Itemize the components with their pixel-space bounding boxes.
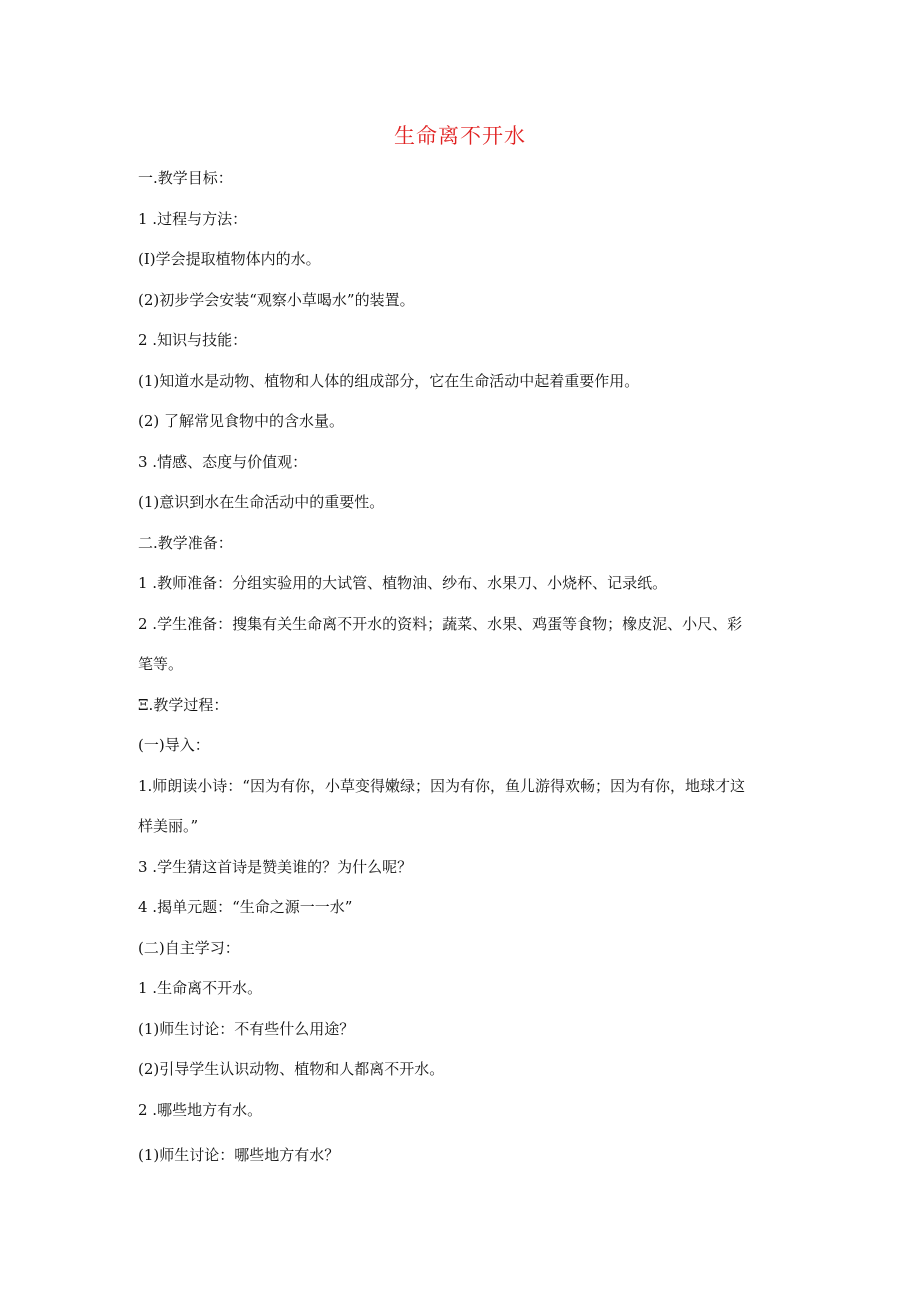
subheading-emotion-attitude: 3 .情感、态度与价值观：	[138, 453, 308, 471]
section-heading-preparation: 二.教学准备：	[138, 534, 233, 552]
paragraph: 3 .学生猜这首诗是赞美谁的？为什么呢？	[138, 858, 413, 876]
paragraph: (2) 了解常见食物中的含水量。	[138, 412, 345, 430]
paragraph-continuation: 样美丽。”	[138, 817, 199, 835]
paragraph: 2 .哪些地方有水。	[138, 1101, 263, 1119]
paragraph: 1 .生命离不开水。	[138, 979, 263, 997]
document-title: 生命离不开水	[394, 124, 526, 148]
paragraph: (1)师生讨论：不有些什么用途？	[138, 1020, 355, 1038]
subheading-knowledge-skills: 2 .知识与技能：	[138, 331, 248, 349]
paragraph: (I)学会提取植物体内的水。	[138, 250, 321, 268]
paragraph: 2 .学生准备：搜集有关生命离不开水的资料；蔬菜、水果、鸡蛋等食物；橡皮泥、小尺、彩	[138, 615, 743, 633]
subheading-introduction: (一)导入：	[138, 736, 210, 754]
subheading-process-method: 1 .过程与方法：	[138, 210, 248, 228]
paragraph-continuation: 笔等。	[138, 655, 184, 673]
paragraph: 1 .教师准备：分组实验用的大试管、植物油、纱布、水果刀、小烧杯、记录纸。	[138, 574, 668, 592]
paragraph: (2)初步学会安装“观察小草喝水”的装置。	[138, 291, 415, 309]
section-heading-objectives: 一.教学目标：	[138, 169, 233, 187]
section-heading-process: Ξ.教学过程：	[138, 696, 229, 714]
paragraph: (1)师生讨论：哪些地方有水？	[138, 1146, 340, 1164]
subheading-self-study: (二)自主学习：	[138, 939, 240, 957]
paragraph: (1)知道水是动物、植物和人体的组成部分，它在生命活动中起着重要作用。	[138, 372, 640, 390]
paragraph: (2)引导学生认识动物、植物和人都离不开水。	[138, 1060, 445, 1078]
paragraph: 4 .揭单元题：“生命之源一一水”	[138, 898, 353, 916]
paragraph: 1.师朗读小诗：“因为有你，小草变得嫩绿；因为有你，鱼儿游得欢畅；因为有你，地球才这	[138, 777, 745, 795]
paragraph: (1)意识到水在生命活动中的重要性。	[138, 493, 385, 511]
